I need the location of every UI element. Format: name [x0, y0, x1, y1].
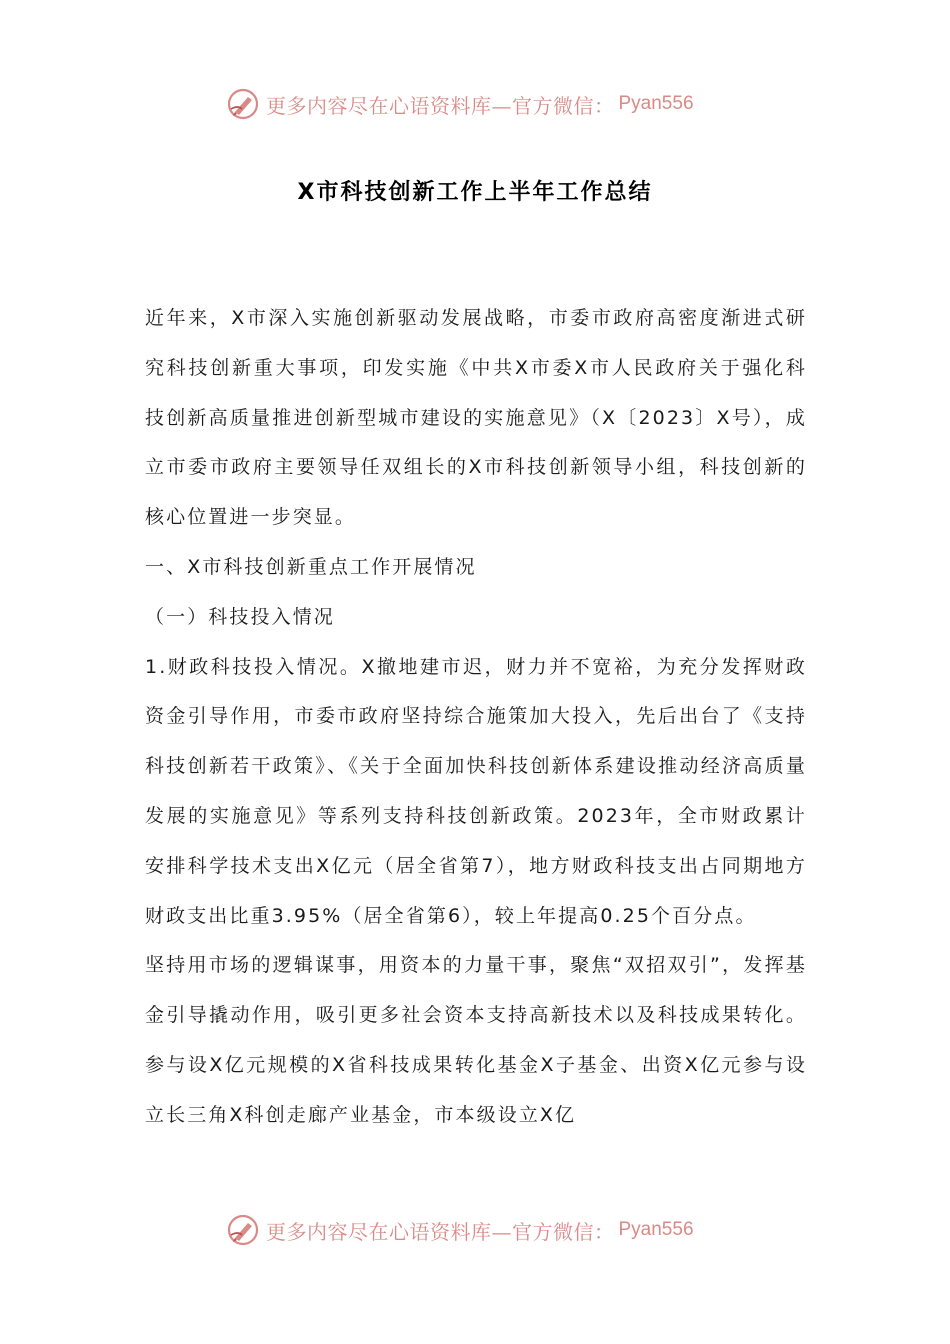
paragraph-intro: 近年来，X市深入实施创新驱动发展战略，市委市政府高密度渐进式研究科技创新重大事项，印发实施《中共X市委X市人民政府关于强化科技创新高质量推进创新型城市建设的实施意见》（X〔2023〕X号），成立市委市政府主要领导任双组长的X市科技创新领导小组，科技创新的核心位置进一步突显。 [145, 307, 807, 529]
pen-logo-icon [226, 87, 260, 121]
pen-logo-icon [226, 1213, 260, 1247]
document-title: X市科技创新工作上半年工作总结 [297, 180, 653, 205]
watermark-wechat-id: Pyan556 [618, 1219, 694, 1240]
watermark-wechat-id: Pyan556 [618, 93, 694, 114]
paragraph-market-capital: 坚持用市场的逻辑谋事，用资本的力量干事，聚焦“双招双引”，发挥基金引导撬动作用，吸引更多社会资本支持高新技术以及科技成果转化。参与设X亿元规模的X省科技成果转化基金X子基金、出资X亿元参与设立长三角X科创走廊产业基金，市本级设立X亿 [145, 954, 807, 1126]
paragraph-fiscal-investment: 1.财政科技投入情况。X撤地建市迟，财力并不宽裕，为充分发挥财政资金引导作用，市委市政府坚持综合施策加大投入，先后出台了《支持科技创新若干政策》、《关于全面加快科技创新体系建设推动经济高质量发展的实施意见》等系列支持科技创新政策。2023年，全市财政累计安排科学技术支出X亿元（居全省第7），地方财政科技支出占同期地方财政支出比重3.95%（居全省第6），较上年提高0.25个百分点。 [145, 655, 807, 927]
watermark-header [226, 84, 694, 124]
watermark-text: 更多内容尽在心语资料库—官方微信： [266, 1219, 615, 1244]
document-body [145, 294, 807, 1141]
watermark-text: 更多内容尽在心语资料库—官方微信： [266, 93, 615, 118]
watermark-footer [226, 1210, 694, 1250]
section-heading: 一、X市科技创新重点工作开展情况 [145, 555, 477, 578]
subsection-heading: （一）科技投入情况 [145, 605, 335, 628]
